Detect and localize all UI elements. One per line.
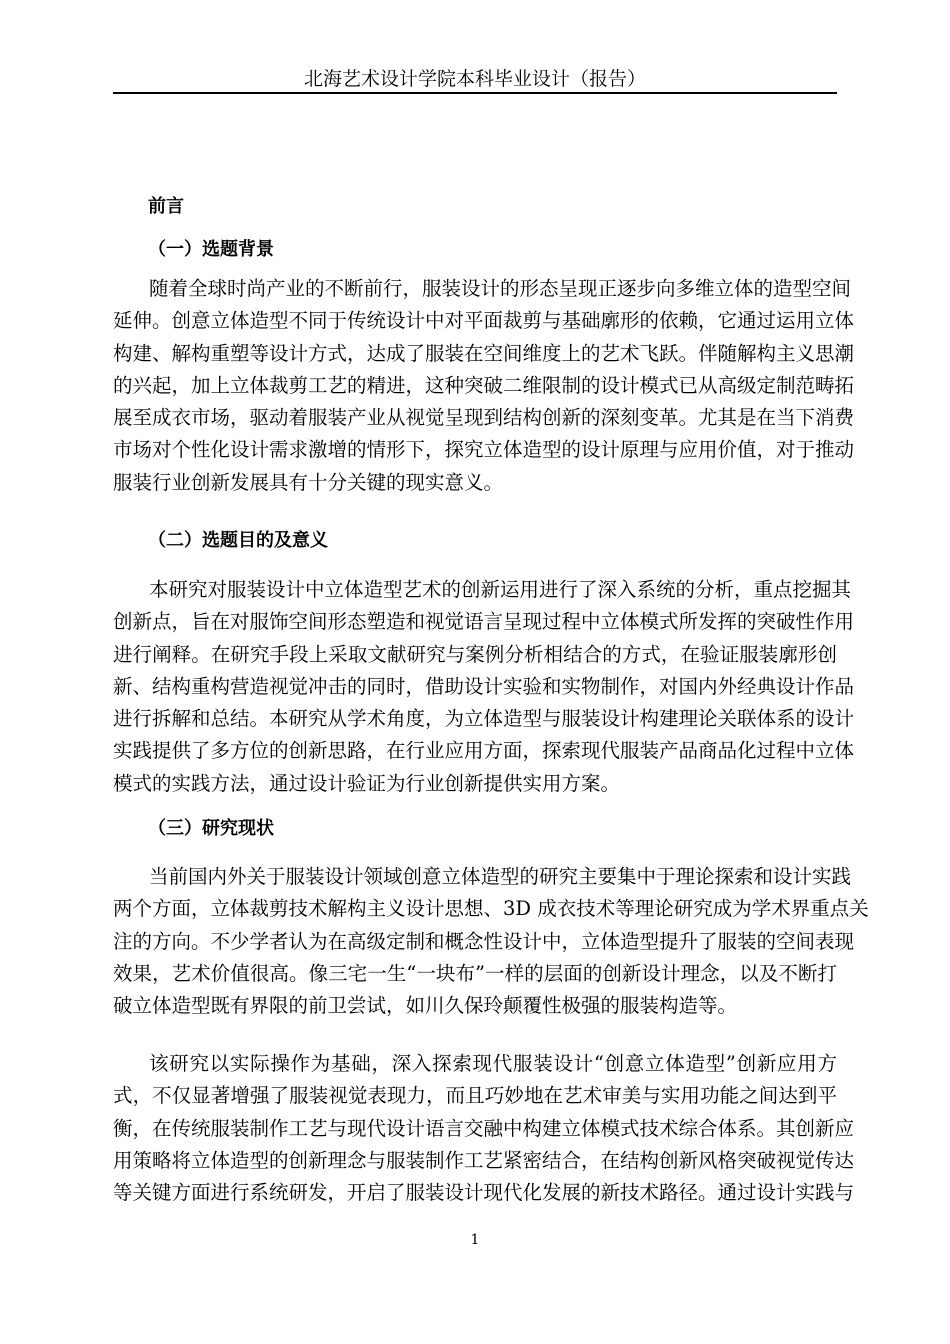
paragraph	[113, 273, 855, 499]
paragraph-line: 市场对个性化设计需求激增的情形下，探究立体造型的设计原理与应用价值，对于推动	[113, 438, 855, 462]
section-title: 前言	[148, 196, 184, 217]
paragraph	[113, 1048, 855, 1209]
paragraph-line: 模式的实践方法，通过设计验证为行业创新提供实用方案。	[113, 771, 621, 795]
paragraph-line: 进行阐释。在研究手段上采取文献研究与案例分析相结合的方式，在验证服装廓形创	[113, 642, 837, 666]
subsection-heading-2: （二）选题目的及意义	[148, 530, 328, 551]
paragraph-line: 延伸。创意立体造型不同于传统设计中对平面裁剪与基础廓形的依赖，它通过运用立体	[113, 309, 855, 333]
paragraph-line: 随着全球时尚产业的不断前行，服装设计的形态呈现正逐步向多维立体的造型空间	[149, 277, 852, 300]
paragraph	[113, 574, 855, 800]
paragraph-line: 本研究对服装设计中立体造型艺术的创新运用进行了深入系统的分析，重点挖掘其	[149, 578, 852, 601]
header-divider	[113, 92, 837, 94]
paragraph-line: 进行拆解和总结。本研究从学术角度，为立体造型与服装设计构建理论关联体系的设计	[113, 707, 855, 731]
page-number: 1	[470, 1232, 480, 1248]
paragraph	[113, 861, 869, 1022]
subsection-heading-1: （一）选题背景	[148, 239, 274, 260]
paragraph-line: 服装行业创新发展具有十分关键的现实意义。	[113, 470, 504, 494]
paragraph-line: 式，不仅显著增强了服装视觉表现力，而且巧妙地在艺术审美与实用功能之间达到平	[113, 1084, 837, 1108]
paragraph-line: 注的方向。不少学者认为在高级定制和概念性设计中，立体造型提升了服装的空间表现	[113, 929, 855, 953]
paragraph-line: 当前国内外关于服装设计领域创意立体造型的研究主要集中于理论探索和设计实践	[149, 865, 852, 888]
paragraph-line: 该研究以实际操作为基础，深入探索现代服装设计“创意立体造型”创新应用方	[149, 1052, 837, 1075]
subsection-heading-3: （三）研究现状	[148, 818, 274, 839]
paragraph-line: 的兴起，加上立体裁剪工艺的精进，这种突破二维限制的设计模式已从高级定制范畴拓	[113, 373, 855, 397]
paragraph-line: 效果，艺术价值很高。像三宅一生“一块布”一样的层面的创新设计理念，以及不断打	[113, 961, 837, 985]
paragraph-line: 构建、解构重塑等设计方式，达成了服装在空间维度上的艺术飞跃。伴随解构主义思潮	[113, 341, 855, 365]
paragraph-line: 两个方面，立体裁剪技术解构主义设计思想、3D 成衣技术等理论研究成为学术界重点关	[113, 897, 869, 921]
paragraph-line: 破立体造型既有界限的前卫尝试，如川久保玲颠覆性极强的服装构造等。	[113, 994, 738, 1018]
paragraph-line: 创新点，旨在对服饰空间形态塑造和视觉语言呈现过程中立体模式所发挥的突破性作用	[113, 610, 855, 634]
paragraph-line: 等关键方面进行系统研发，开启了服装设计现代化发展的新技术路径。通过设计实践与	[113, 1181, 855, 1205]
page-header-title: 北海艺术设计学院本科毕业设计（报告）	[303, 68, 646, 90]
paragraph-line: 新、结构重构营造视觉冲击的同时，借助设计实验和实物制作，对国内外经典设计作品	[113, 674, 855, 698]
paragraph-line: 衡，在传统服装制作工艺与现代设计语言交融中构建立体模式技术综合体系。其创新应	[113, 1116, 855, 1140]
paragraph-line: 展至成衣市场，驱动着服装产业从视觉呈现到结构创新的深刻变革。尤其是在当下消费	[113, 406, 855, 430]
paragraph-line: 实践提供了多方位的创新思路，在行业应用方面，探索现代服装产品商品化过程中立体	[113, 739, 855, 763]
paragraph-line: 用策略将立体造型的创新理念与服装制作工艺紧密结合，在结构创新风格突破视觉传达	[113, 1148, 855, 1172]
